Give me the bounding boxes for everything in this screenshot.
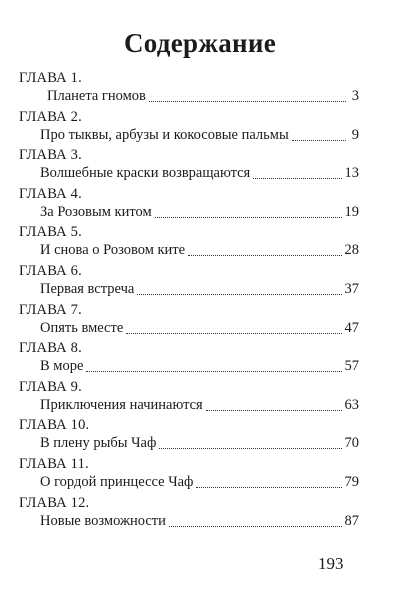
chapter-row [40, 473, 359, 492]
toc-entry-10 [19, 417, 359, 456]
chapter-label: ГЛАВА 2. [19, 108, 82, 125]
chapter-label: ГЛАВА 3. [19, 147, 82, 164]
chapter-title: О гордой принцессе Чаф [40, 473, 194, 490]
table-of-contents [19, 70, 359, 533]
chapter-label: ГЛАВА 12. [19, 494, 90, 511]
chapter-page: 47 [344, 319, 359, 336]
dot-leader [196, 486, 341, 488]
chapter-label: ГЛАВА 6. [19, 262, 82, 279]
toc-entry-12 [19, 495, 359, 534]
toc-entry-7 [19, 302, 359, 341]
chapter-page: 70 [344, 435, 359, 452]
chapter-label: ГЛАВА 11. [19, 455, 89, 472]
toc-entry-6 [19, 263, 359, 302]
chapter-title: Про тыквы, арбузы и кокосовые пальмы [40, 126, 289, 143]
page-number: 193 [318, 554, 344, 573]
chapter-page: 13 [344, 165, 359, 182]
page-title: Содержание [123, 28, 277, 58]
chapter-page: 87 [344, 512, 359, 529]
chapter-page: 3 [351, 88, 359, 104]
chapter-title: Новые возможности [40, 512, 166, 529]
dot-leader [206, 409, 342, 411]
chapter-row [40, 396, 359, 415]
chapter-row [47, 87, 359, 106]
chapter-row [40, 241, 359, 260]
toc-entry-8 [19, 340, 359, 379]
chapter-page: 28 [344, 242, 359, 259]
toc-entry-1 [19, 70, 359, 109]
toc-entry-2 [19, 109, 359, 148]
dot-leader [169, 525, 342, 527]
chapter-row [40, 434, 359, 453]
chapter-page: 9 [351, 126, 359, 143]
toc-entry-5 [19, 224, 359, 263]
chapter-label: ГЛАВА 9. [19, 378, 82, 395]
chapter-label: ГЛАВА 4. [19, 185, 82, 202]
chapter-title: Опять вместе [40, 319, 124, 336]
chapter-label: ГЛАВА 1. [19, 70, 82, 86]
chapter-row [40, 512, 359, 531]
chapter-title: В море [40, 358, 84, 375]
chapter-title: В плену рыбы Чаф [40, 435, 157, 452]
dot-leader [149, 100, 346, 102]
toc-entry-3 [19, 147, 359, 186]
dot-leader [86, 370, 341, 372]
chapter-label: ГЛАВА 5. [19, 224, 82, 241]
chapter-title: За Розовым китом [40, 203, 152, 220]
chapter-title: Планета гномов [47, 88, 146, 104]
chapter-page: 37 [344, 280, 359, 297]
dot-leader [159, 447, 341, 449]
chapter-row [40, 280, 359, 299]
chapter-row [40, 319, 359, 338]
chapter-title: Первая встреча [40, 280, 135, 297]
chapter-title: И снова о Розовом ките [40, 242, 186, 259]
chapter-label: ГЛАВА 10. [19, 417, 90, 434]
toc-entry-11 [19, 456, 359, 495]
chapter-label: ГЛАВА 8. [19, 340, 82, 357]
chapter-page: 19 [344, 203, 359, 220]
dot-leader [155, 216, 342, 218]
dot-leader [253, 177, 341, 179]
chapter-row [40, 126, 359, 145]
chapter-title: Приключения начинаются [40, 396, 203, 413]
chapter-page: 57 [344, 358, 359, 375]
toc-entry-4 [19, 186, 359, 225]
chapter-page: 63 [344, 396, 359, 413]
dot-leader [188, 254, 341, 256]
chapter-label: ГЛАВА 7. [19, 301, 82, 318]
chapter-row [40, 164, 359, 183]
dot-leader [137, 293, 341, 295]
chapter-row [40, 203, 359, 222]
dot-leader [126, 332, 341, 334]
chapter-title: Волшебные краски возвращаются [40, 165, 251, 182]
dot-leader [292, 139, 346, 141]
toc-entry-9 [19, 379, 359, 418]
chapter-page: 79 [344, 473, 359, 490]
chapter-row [40, 357, 359, 376]
